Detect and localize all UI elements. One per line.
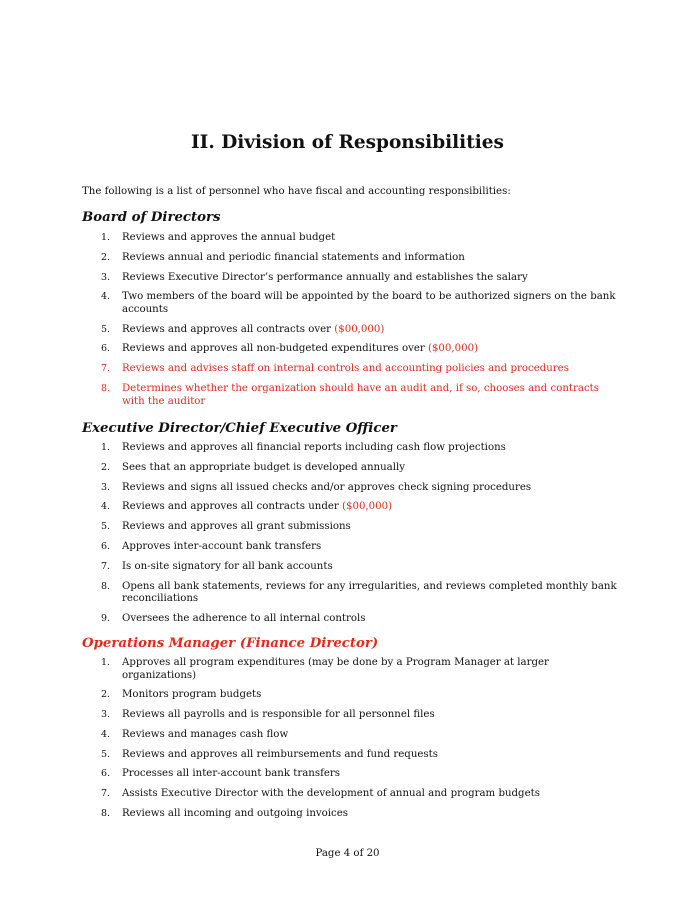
list-item-number: 5. [101, 748, 111, 760]
list-item-number: 3. [101, 709, 111, 721]
section-heading-executive-director: Executive Director/Chief Executive Officer [82, 421, 397, 436]
intro-paragraph: The following is a list of personnel who have fiscal and accounting responsibilities: [82, 186, 511, 197]
list-item [82, 657, 622, 682]
list-item-text: Reviews and approves all reimbursements and fund requests [122, 748, 438, 760]
amount-placeholder: ($00,000) [334, 323, 385, 335]
list-item-text: Approves inter-account bank transfers [122, 540, 322, 552]
executive-director-responsibilities-list [82, 442, 622, 633]
list-item [82, 324, 622, 337]
list-item-number: 1. [101, 657, 111, 668]
list-item [82, 383, 622, 408]
list-item [82, 521, 622, 534]
list-item-number: 2. [101, 461, 111, 473]
list-item-text: Approves all program expenditures (may be done by a Program Manager at larger organizations) [122, 657, 549, 681]
amount-placeholder: ($00,000) [427, 343, 479, 355]
list-item [82, 252, 622, 265]
page-title: II. Division of Responsibilities [191, 132, 504, 153]
list-item-text: Reviews annual and periodic financial statements and information [122, 251, 465, 263]
list-item-number: 8. [101, 580, 111, 592]
list-item-number: 3. [101, 481, 111, 493]
list-item-text: Reviews and approves all non-budgeted expenditures over [122, 343, 428, 355]
list-item-number: 3. [101, 271, 111, 283]
list-item-text: Reviews and approves all contracts over [122, 323, 335, 335]
list-item-number: 4. [101, 728, 111, 740]
list-item-text: Reviews and approves the annual budget [122, 232, 336, 243]
board-responsibilities-list [82, 232, 622, 415]
list-item [82, 482, 622, 495]
list-item-number: 6. [101, 540, 111, 552]
list-item-number: 7. [101, 363, 111, 375]
list-item-text: Reviews and approves all contracts under [122, 501, 343, 513]
list-item-number: 1. [101, 442, 111, 453]
list-item [82, 788, 622, 801]
list-item-number: 2. [101, 689, 111, 701]
list-item-text: Reviews and advises staff on internal controls and accounting policies and procedures [122, 363, 569, 375]
operations-manager-responsibilities-list [82, 657, 622, 828]
list-item [82, 689, 622, 702]
list-item-text: Reviews and approves all financial reports including cash flow projections [122, 442, 506, 453]
list-item-number: 7. [101, 788, 111, 800]
list-item-text: Monitors program budgets [122, 689, 262, 701]
list-item [82, 363, 622, 376]
list-item [82, 462, 622, 475]
list-item [82, 581, 622, 606]
section-heading-board-of-directors: Board of Directors [82, 210, 221, 225]
list-item [82, 729, 622, 742]
section-heading-operations-manager: Operations Manager (Finance Director) [82, 636, 379, 651]
list-item [82, 709, 622, 722]
list-item-number: 5. [101, 323, 111, 335]
list-item [82, 232, 622, 245]
list-item-text: Oversees the adherence to all internal controls [122, 612, 366, 624]
list-item-number: 1. [101, 232, 111, 243]
list-item [82, 442, 622, 455]
list-item-number: 5. [101, 521, 111, 533]
list-item [82, 291, 622, 316]
list-item [82, 272, 622, 285]
list-item-text: Reviews all incoming and outgoing invoices [122, 808, 349, 820]
list-item-text: Processes all inter-account bank transfers [122, 768, 340, 780]
list-item-number: 9. [101, 612, 111, 624]
list-item [82, 343, 622, 356]
list-item-text: Two members of the board will be appointed by the board to be authorized signers on the bank accounts [122, 291, 616, 315]
list-item-text: Sees that an appropriate budget is developed annually [122, 461, 405, 473]
list-item-text: Is on-site signatory for all bank accounts [122, 560, 333, 572]
list-item-number: 6. [101, 343, 111, 355]
list-item-text: Reviews and approves all grant submissions [122, 521, 351, 533]
list-item-text: Reviews Executive Director’s performance annually and establishes the salary [122, 271, 528, 283]
list-item [82, 749, 622, 762]
list-item-text: Reviews all payrolls and is responsible for all personnel files [122, 709, 435, 721]
list-item [82, 768, 622, 781]
list-item-number: 4. [101, 291, 111, 303]
list-item-text: Assists Executive Director with the development of annual and program budgets [122, 788, 540, 800]
list-item [82, 561, 622, 574]
list-item [82, 613, 622, 626]
list-item-text: Reviews and manages cash flow [122, 728, 289, 740]
list-item-text: Reviews and signs all issued checks and/or approves check signing procedures [122, 481, 532, 493]
list-item-number: 8. [101, 383, 111, 395]
amount-placeholder: ($00,000) [342, 501, 393, 513]
list-item [82, 501, 622, 514]
list-item-number: 2. [101, 251, 111, 263]
list-item-number: 8. [101, 808, 111, 820]
page-number-footer: Page 4 of 20 [315, 848, 380, 859]
list-item-number: 7. [101, 560, 111, 572]
list-item [82, 541, 622, 554]
list-item-text: Opens all bank statements, reviews for any irregularities, and reviews completed monthly bank reconciliations [122, 580, 617, 605]
list-item [82, 808, 622, 821]
list-item-number: 6. [101, 768, 111, 780]
list-item-text: Determines whether the organization should have an audit and, if so, chooses and contracts with the auditor [122, 383, 599, 407]
list-item-number: 4. [101, 501, 111, 513]
